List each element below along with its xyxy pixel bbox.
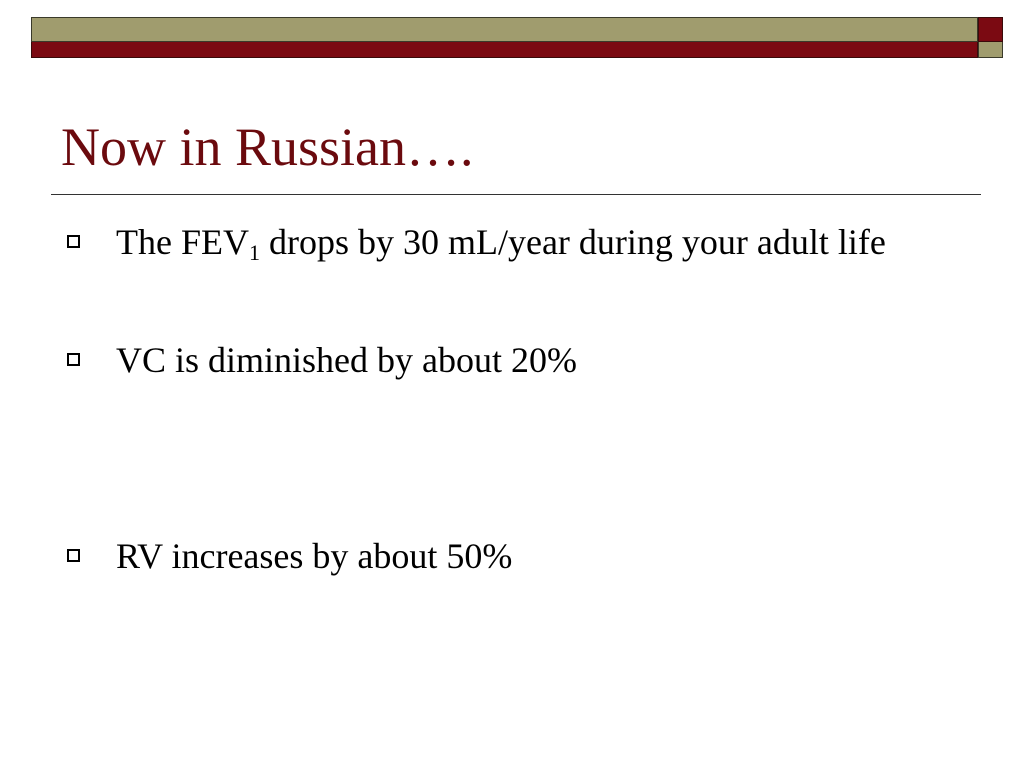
bullet-text: [116, 216, 960, 269]
bullet-item-rv: [60, 530, 960, 583]
bullet-item-vc: [60, 334, 960, 387]
hollow-square-bullet-icon: [67, 549, 80, 562]
bullet-text-suffix: drops by 30 mL/year during your adult life: [259, 222, 886, 262]
hollow-square-bullet-icon: [67, 353, 80, 366]
slide-title: Now in Russian….: [61, 117, 474, 177]
hollow-square-bullet-icon: [67, 235, 80, 248]
bullet-item-fev1: [60, 216, 960, 269]
bullet-text: VC is diminished by about 20%: [116, 340, 577, 380]
bullet-text-subscript: 1: [248, 240, 260, 265]
bullet-text: RV increases by about 50%: [116, 536, 513, 576]
bullet-text-prefix: The FEV: [116, 222, 249, 262]
